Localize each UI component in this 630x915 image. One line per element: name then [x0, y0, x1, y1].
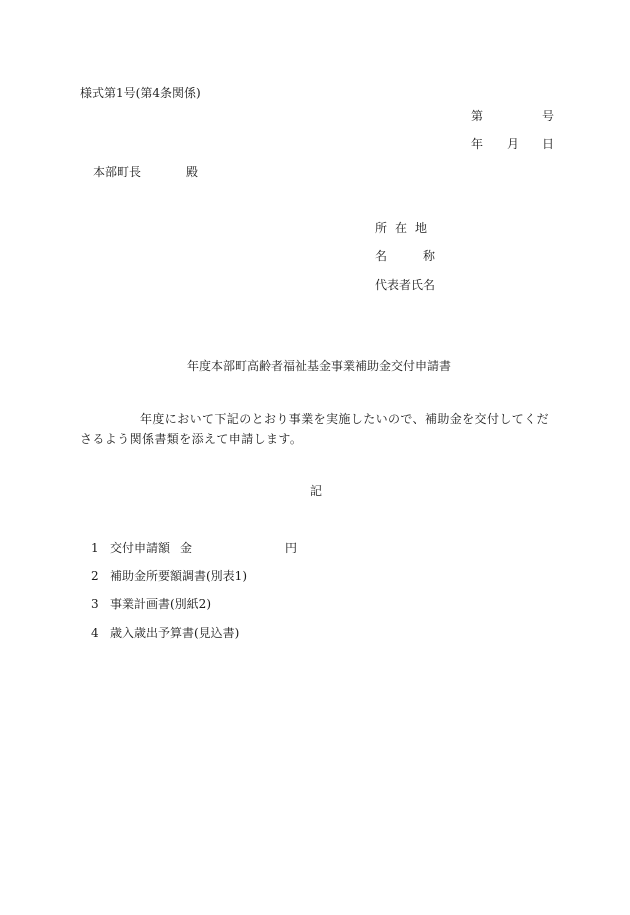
document-number-prefix: 第 [471, 109, 484, 123]
item-number: 3 [91, 597, 99, 611]
item-label: 交付申請額 [110, 541, 171, 555]
date-day-label: 日 [542, 137, 555, 151]
list-item [91, 542, 170, 554]
addressee: 本部町長 [93, 165, 142, 179]
amount-prefix: 金 [180, 541, 193, 555]
honorific: 殿 [186, 165, 199, 179]
item-number: 1 [91, 541, 99, 555]
item-label: 歳入歳出予算書(見込書) [110, 626, 240, 640]
name-label-second: 称 [423, 249, 436, 263]
ki-heading: 記 [310, 484, 323, 498]
document-number-suffix: 号 [542, 109, 555, 123]
item-number: 2 [91, 569, 99, 583]
list-item [91, 570, 247, 582]
item-number: 4 [91, 626, 99, 640]
item-label: 事業計画書(別紙2) [110, 597, 211, 611]
list-item [91, 627, 239, 639]
item-label: 補助金所要額調書(別表1) [110, 569, 247, 583]
form-number: 様式第1号(第4条関係) [80, 86, 201, 100]
representative-label: 代表者氏名 [375, 278, 436, 292]
application-body-text: 年度において下記のとおり事業を実施したいので、補助金を交付してくださるよう関係書類を添えて申請します。 [80, 412, 549, 446]
list-item [91, 598, 211, 610]
address-label: 所在地 [375, 221, 436, 235]
date-year-label: 年 [471, 137, 484, 151]
date-month-label: 月 [507, 137, 520, 151]
amount-unit: 円 [285, 541, 298, 555]
document-title: 年度本部町高齢者福祉基金事業補助金交付申請書 [187, 359, 452, 373]
name-label-first: 名 [375, 249, 388, 263]
